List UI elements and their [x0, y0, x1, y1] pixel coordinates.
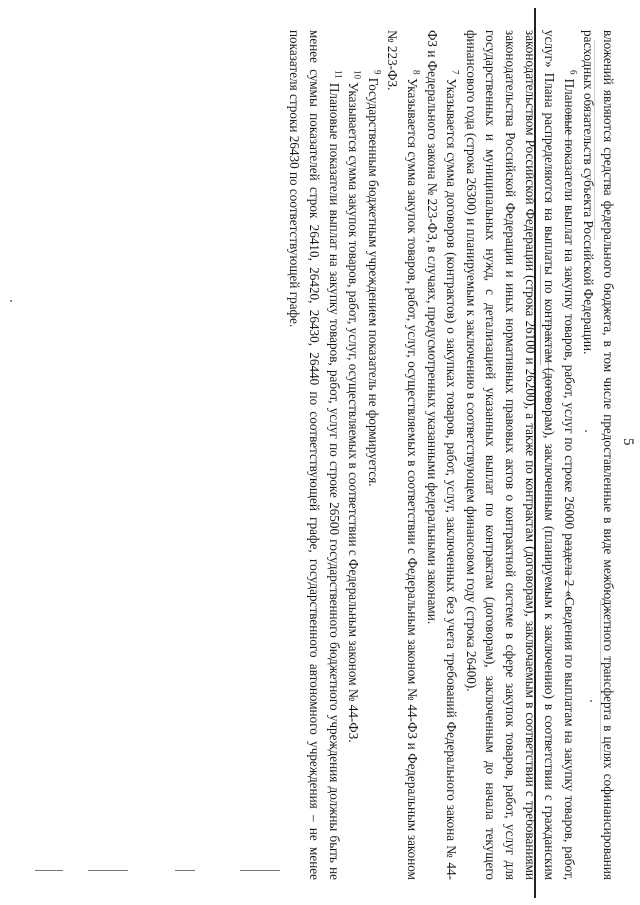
footnote-paragraph — [344, 30, 364, 880]
paragraph-text: Плановые показатели выплат на закупку товаров, работ, услуг по строке 26000 раздела 2 «Сведения по выплатам на закупку товаров, работ, услуг» Плана распределяются на выплаты по контрактам (договорам), заключенным (планируемым к заключению) в соответствии с гражданским законодательством Российской Федерации (строка 26100 и 26200), а также по контрактам (договорам), заключаемым в соответствии с требованиями законодательства Российской Федерации и иных нормативных правовых актов о контрактной системе в сфере закупок товаров, работ, услуг для государственных и муниципальных нужд, с детализацией указанных выплат по контрактам (договорам), заключенным до начала текущего финансового года (строка 26300) и планируемым к заключению в соответствующем финансовом году (строка 26400). — [463, 30, 577, 881]
rotated-content — [68, 30, 636, 881]
scan-dot-mark — [10, 300, 12, 302]
paragraph-text: Плановые показатели выплат на закупку товаров, работ, услуг по строке 26500 государственного бюджетного учреждения должны быть не менее суммы показателей строк 26410, 26420, 26430, 26440 по соответствующей графе, государственного автономного учреждения – не менее показателя строки 26430 по соответствующей графе. — [287, 30, 342, 881]
footnote-paragraph — [461, 30, 579, 880]
paragraph-text: Указывается сумма закупок товаров, работ, услуг, осуществляемых в соответствии с Федеральным законом № 44-ФЗ. — [346, 82, 362, 743]
paragraph-text: вложений являются средства федерального бюджета, в том числе предоставленные в виде межбюджетного трансферта в целях софинансирования расходных обязательств субъекта Российской Федерации. — [581, 30, 616, 880]
paragraph-text: Государственным бюджетным учреждением показатель не формируется. — [365, 77, 381, 487]
page-number: 5 — [620, 438, 636, 446]
footnote-number: 9 — [372, 70, 383, 75]
document-body — [285, 30, 618, 880]
footnote-paragraph — [285, 30, 344, 880]
footnote-paragraph — [383, 30, 422, 880]
footnote-paragraph — [422, 30, 461, 880]
footnote-number: 10 — [352, 70, 363, 79]
footnote-paragraph — [363, 30, 383, 880]
footnote-number: 6 — [568, 70, 579, 75]
footnote-number: 8 — [411, 70, 422, 75]
paragraph-text: Указывается сумма договоров (контрактов) о закупках товаров, работ, услуг, заключенных без учета требований Федерального закона № 44-ФЗ и Федерального закона № 223-ФЗ, в случаях, предусмотренных указанными федеральными законами. — [424, 30, 460, 881]
scan-dash-mark — [35, 870, 63, 871]
footnote-number: 7 — [450, 70, 461, 75]
continuation-paragraph — [579, 30, 618, 880]
paragraph-text: Указывается сумма закупок товаров, работ, услуг, осуществляемых в соответствии с Федеральным законом № 44-ФЗ и Федеральным законом № 223-ФЗ. — [385, 30, 421, 880]
footnote-number: 11 — [333, 70, 344, 79]
